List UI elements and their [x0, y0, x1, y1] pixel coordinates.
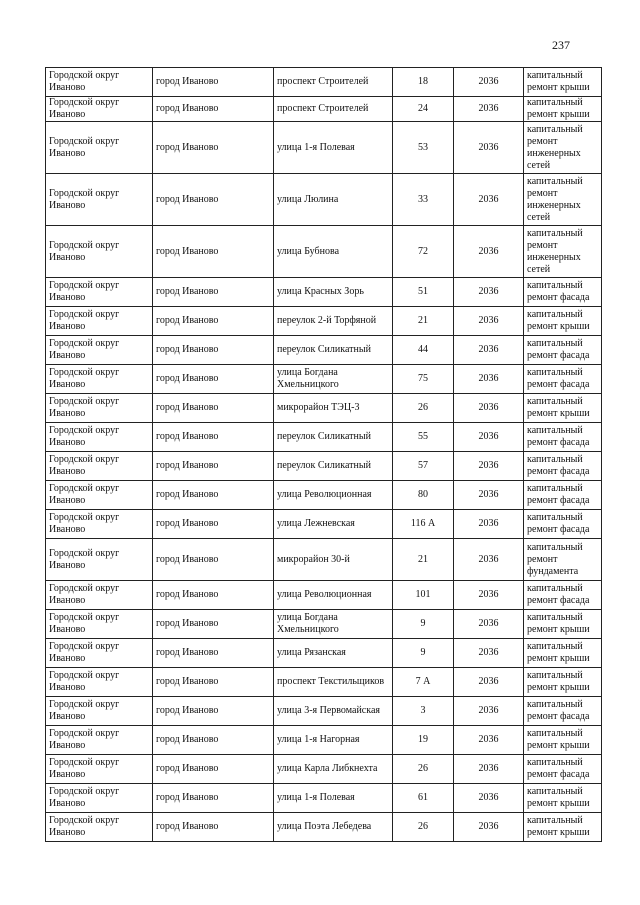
year-cell: 2036 — [454, 174, 524, 226]
street-cell: улица Бубнова — [274, 226, 393, 278]
municipality-cell: Городской округ Иваново — [46, 726, 153, 755]
municipality-cell: Городской округ Иваново — [46, 452, 153, 481]
city-cell: город Иваново — [153, 423, 274, 452]
city-cell: город Иваново — [153, 394, 274, 423]
table-row — [46, 639, 602, 668]
year-cell: 2036 — [454, 452, 524, 481]
year-cell: 2036 — [454, 278, 524, 307]
work-type-cell: капитальный ремонт фасада — [524, 481, 602, 510]
year-cell: 2036 — [454, 510, 524, 539]
street-cell: микрорайон ТЭЦ-3 — [274, 394, 393, 423]
year-cell: 2036 — [454, 481, 524, 510]
house-number-cell: 26 — [393, 394, 454, 423]
street-cell: улица Рязанская — [274, 639, 393, 668]
municipality-cell: Городской округ Иваново — [46, 697, 153, 726]
municipality-cell: Городской округ Иваново — [46, 68, 153, 97]
house-number-cell: 75 — [393, 365, 454, 394]
municipality-cell: Городской округ Иваново — [46, 581, 153, 610]
city-cell: город Иваново — [153, 539, 274, 581]
municipality-cell: Городской округ Иваново — [46, 336, 153, 365]
house-number-cell: 24 — [393, 97, 454, 122]
municipality-cell: Городской округ Иваново — [46, 97, 153, 122]
municipality-cell: Городской округ Иваново — [46, 481, 153, 510]
year-cell: 2036 — [454, 784, 524, 813]
street-cell: улица Богдана Хмельницкого — [274, 365, 393, 394]
page-number: 237 — [552, 38, 570, 52]
house-number-cell: 19 — [393, 726, 454, 755]
table-row — [46, 174, 602, 226]
work-type-cell: капитальный ремонт крыши — [524, 726, 602, 755]
work-type-cell: капитальный ремонт инженерных сетей — [524, 122, 602, 174]
year-cell: 2036 — [454, 68, 524, 97]
city-cell: город Иваново — [153, 697, 274, 726]
municipality-cell: Городской округ Иваново — [46, 394, 153, 423]
city-cell: город Иваново — [153, 581, 274, 610]
year-cell: 2036 — [454, 813, 524, 842]
table-row — [46, 122, 602, 174]
year-cell: 2036 — [454, 539, 524, 581]
house-number-cell: 72 — [393, 226, 454, 278]
table-row — [46, 668, 602, 697]
house-number-cell: 18 — [393, 68, 454, 97]
table-row — [46, 336, 602, 365]
repair-schedule-table — [45, 67, 602, 842]
work-type-cell: капитальный ремонт фасада — [524, 697, 602, 726]
work-type-cell: капитальный ремонт крыши — [524, 813, 602, 842]
city-cell: город Иваново — [153, 174, 274, 226]
street-cell: переулок Силикатный — [274, 423, 393, 452]
year-cell: 2036 — [454, 423, 524, 452]
year-cell: 2036 — [454, 394, 524, 423]
work-type-cell: капитальный ремонт инженерных сетей — [524, 226, 602, 278]
street-cell: улица Карла Либкнехта — [274, 755, 393, 784]
city-cell: город Иваново — [153, 97, 274, 122]
city-cell: город Иваново — [153, 365, 274, 394]
street-cell: переулок Силикатный — [274, 336, 393, 365]
house-number-cell: 57 — [393, 452, 454, 481]
house-number-cell: 116 А — [393, 510, 454, 539]
street-cell: проспект Строителей — [274, 97, 393, 122]
work-type-cell: капитальный ремонт крыши — [524, 307, 602, 336]
municipality-cell: Городской округ Иваново — [46, 510, 153, 539]
street-cell: проспект Строителей — [274, 68, 393, 97]
city-cell: город Иваново — [153, 726, 274, 755]
table-row — [46, 784, 602, 813]
house-number-cell: 61 — [393, 784, 454, 813]
table-row — [46, 307, 602, 336]
city-cell: город Иваново — [153, 610, 274, 639]
table-row — [46, 226, 602, 278]
table-row — [46, 68, 602, 97]
house-number-cell: 21 — [393, 307, 454, 336]
municipality-cell: Городской округ Иваново — [46, 174, 153, 226]
house-number-cell: 33 — [393, 174, 454, 226]
table-row — [46, 278, 602, 307]
municipality-cell: Городской округ Иваново — [46, 668, 153, 697]
table-row — [46, 697, 602, 726]
municipality-cell: Городской округ Иваново — [46, 610, 153, 639]
table-row — [46, 813, 602, 842]
table-row — [46, 97, 602, 122]
table-row — [46, 481, 602, 510]
table-row — [46, 365, 602, 394]
municipality-cell: Городской округ Иваново — [46, 755, 153, 784]
work-type-cell: капитальный ремонт фасада — [524, 581, 602, 610]
work-type-cell: капитальный ремонт фасада — [524, 755, 602, 784]
street-cell: переулок 2-й Торфяной — [274, 307, 393, 336]
work-type-cell: капитальный ремонт фасада — [524, 365, 602, 394]
year-cell: 2036 — [454, 581, 524, 610]
work-type-cell: капитальный ремонт фасада — [524, 452, 602, 481]
street-cell: улица 1-я Нагорная — [274, 726, 393, 755]
municipality-cell: Городской округ Иваново — [46, 423, 153, 452]
work-type-cell: капитальный ремонт фасада — [524, 336, 602, 365]
year-cell: 2036 — [454, 726, 524, 755]
city-cell: город Иваново — [153, 307, 274, 336]
street-cell: улица Революционная — [274, 581, 393, 610]
work-type-cell: капитальный ремонт крыши — [524, 784, 602, 813]
municipality-cell: Городской округ Иваново — [46, 639, 153, 668]
city-cell: город Иваново — [153, 452, 274, 481]
municipality-cell: Городской округ Иваново — [46, 784, 153, 813]
year-cell: 2036 — [454, 668, 524, 697]
house-number-cell: 55 — [393, 423, 454, 452]
work-type-cell: капитальный ремонт фасада — [524, 278, 602, 307]
house-number-cell: 9 — [393, 639, 454, 668]
table-row — [46, 726, 602, 755]
municipality-cell: Городской округ Иваново — [46, 539, 153, 581]
table-body — [46, 68, 602, 842]
table-row — [46, 423, 602, 452]
table-row — [46, 755, 602, 784]
municipality-cell: Городской округ Иваново — [46, 307, 153, 336]
work-type-cell: капитальный ремонт крыши — [524, 68, 602, 97]
work-type-cell: капитальный ремонт инженерных сетей — [524, 174, 602, 226]
street-cell: проспект Текстильщиков — [274, 668, 393, 697]
street-cell: улица 1-я Полевая — [274, 784, 393, 813]
city-cell: город Иваново — [153, 668, 274, 697]
city-cell: город Иваново — [153, 278, 274, 307]
year-cell: 2036 — [454, 365, 524, 394]
house-number-cell: 9 — [393, 610, 454, 639]
street-cell: улица 3-я Первомайская — [274, 697, 393, 726]
house-number-cell: 3 — [393, 697, 454, 726]
street-cell: улица Поэта Лебедева — [274, 813, 393, 842]
city-cell: город Иваново — [153, 226, 274, 278]
municipality-cell: Городской округ Иваново — [46, 226, 153, 278]
street-cell: улица Красных Зорь — [274, 278, 393, 307]
city-cell: город Иваново — [153, 639, 274, 668]
year-cell: 2036 — [454, 336, 524, 365]
city-cell: город Иваново — [153, 784, 274, 813]
street-cell: переулок Силикатный — [274, 452, 393, 481]
work-type-cell: капитальный ремонт крыши — [524, 97, 602, 122]
table-row — [46, 510, 602, 539]
city-cell: город Иваново — [153, 122, 274, 174]
table-row — [46, 610, 602, 639]
city-cell: город Иваново — [153, 755, 274, 784]
municipality-cell: Городской округ Иваново — [46, 365, 153, 394]
table-row — [46, 539, 602, 581]
municipality-cell: Городской округ Иваново — [46, 813, 153, 842]
house-number-cell: 26 — [393, 813, 454, 842]
table-row — [46, 452, 602, 481]
city-cell: город Иваново — [153, 510, 274, 539]
house-number-cell: 53 — [393, 122, 454, 174]
street-cell: улица Люлина — [274, 174, 393, 226]
house-number-cell: 26 — [393, 755, 454, 784]
city-cell: город Иваново — [153, 813, 274, 842]
year-cell: 2036 — [454, 226, 524, 278]
city-cell: город Иваново — [153, 336, 274, 365]
street-cell: улица Богдана Хмельницкого — [274, 610, 393, 639]
year-cell: 2036 — [454, 122, 524, 174]
work-type-cell: капитальный ремонт фасада — [524, 423, 602, 452]
work-type-cell: капитальный ремонт фасада — [524, 510, 602, 539]
street-cell: улица Революционная — [274, 481, 393, 510]
year-cell: 2036 — [454, 755, 524, 784]
house-number-cell: 51 — [393, 278, 454, 307]
house-number-cell: 21 — [393, 539, 454, 581]
work-type-cell: капитальный ремонт крыши — [524, 639, 602, 668]
year-cell: 2036 — [454, 697, 524, 726]
work-type-cell: капитальный ремонт крыши — [524, 394, 602, 423]
street-cell: микрорайон 30-й — [274, 539, 393, 581]
work-type-cell: капитальный ремонт крыши — [524, 668, 602, 697]
municipality-cell: Городской округ Иваново — [46, 122, 153, 174]
house-number-cell: 44 — [393, 336, 454, 365]
street-cell: улица 1-я Полевая — [274, 122, 393, 174]
street-cell: улица Лежневская — [274, 510, 393, 539]
house-number-cell: 101 — [393, 581, 454, 610]
work-type-cell: капитальный ремонт фундамента — [524, 539, 602, 581]
house-number-cell: 80 — [393, 481, 454, 510]
city-cell: город Иваново — [153, 481, 274, 510]
year-cell: 2036 — [454, 639, 524, 668]
work-type-cell: капитальный ремонт крыши — [524, 610, 602, 639]
house-number-cell: 7 А — [393, 668, 454, 697]
municipality-cell: Городской округ Иваново — [46, 278, 153, 307]
table-row — [46, 394, 602, 423]
year-cell: 2036 — [454, 610, 524, 639]
city-cell: город Иваново — [153, 68, 274, 97]
year-cell: 2036 — [454, 307, 524, 336]
table-row — [46, 581, 602, 610]
year-cell: 2036 — [454, 97, 524, 122]
